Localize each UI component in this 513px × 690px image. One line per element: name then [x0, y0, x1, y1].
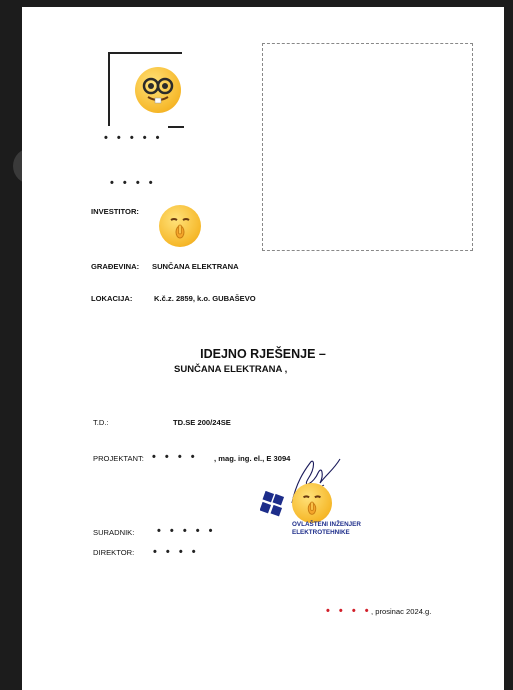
lokacija-value: K.č.z. 2859, k.o. GUBAŠEVO: [154, 294, 256, 303]
direktor-label: DIREKTOR:: [93, 548, 135, 557]
masked-name-1: • • • • •: [104, 132, 163, 144]
masked-direktor-name: • • • •: [153, 546, 199, 558]
document-title: IDEJNO RJEŠENJE –: [200, 347, 326, 361]
masked-projektant-name: • • • •: [152, 451, 198, 463]
masked-name-2: • • • •: [110, 177, 156, 189]
stamp-text-line2: ELEKTROTEHNIKE: [292, 529, 350, 536]
stamp-text-line1: OVLAŠTENI INŽENJER: [292, 521, 361, 528]
investitor-label: INVESTITOR:: [91, 207, 139, 216]
td-value: TD.SE 200/24SE: [173, 418, 231, 427]
td-label: T.D.:: [93, 418, 109, 427]
shushing-face-emoji-icon: [292, 483, 332, 523]
lokacija-label: LOKACIJA:: [91, 294, 133, 303]
masked-place-name: • • • •: [326, 605, 372, 617]
shushing-face-emoji-icon: [159, 205, 201, 247]
nerd-face-emoji-icon: [135, 67, 181, 113]
engineer-stamp-logo-icon: [260, 491, 288, 519]
document-subtitle: SUNČANA ELEKTRANA ,: [174, 364, 288, 375]
masked-suradnik-name: • • • • •: [157, 525, 216, 537]
image-placeholder-box: [262, 43, 473, 251]
projektant-value: , mag. ing. el., E 3094: [214, 454, 291, 463]
gradevina-value: SUNČANA ELEKTRANA: [152, 262, 239, 271]
document-page: [22, 7, 504, 690]
gradevina-label: GRAĐEVINA:: [91, 262, 140, 271]
projektant-label: PROJEKTANT:: [93, 454, 144, 463]
date-text: , prosinac 2024.g.: [371, 607, 432, 616]
suradnik-label: SURADNIK:: [93, 528, 135, 537]
